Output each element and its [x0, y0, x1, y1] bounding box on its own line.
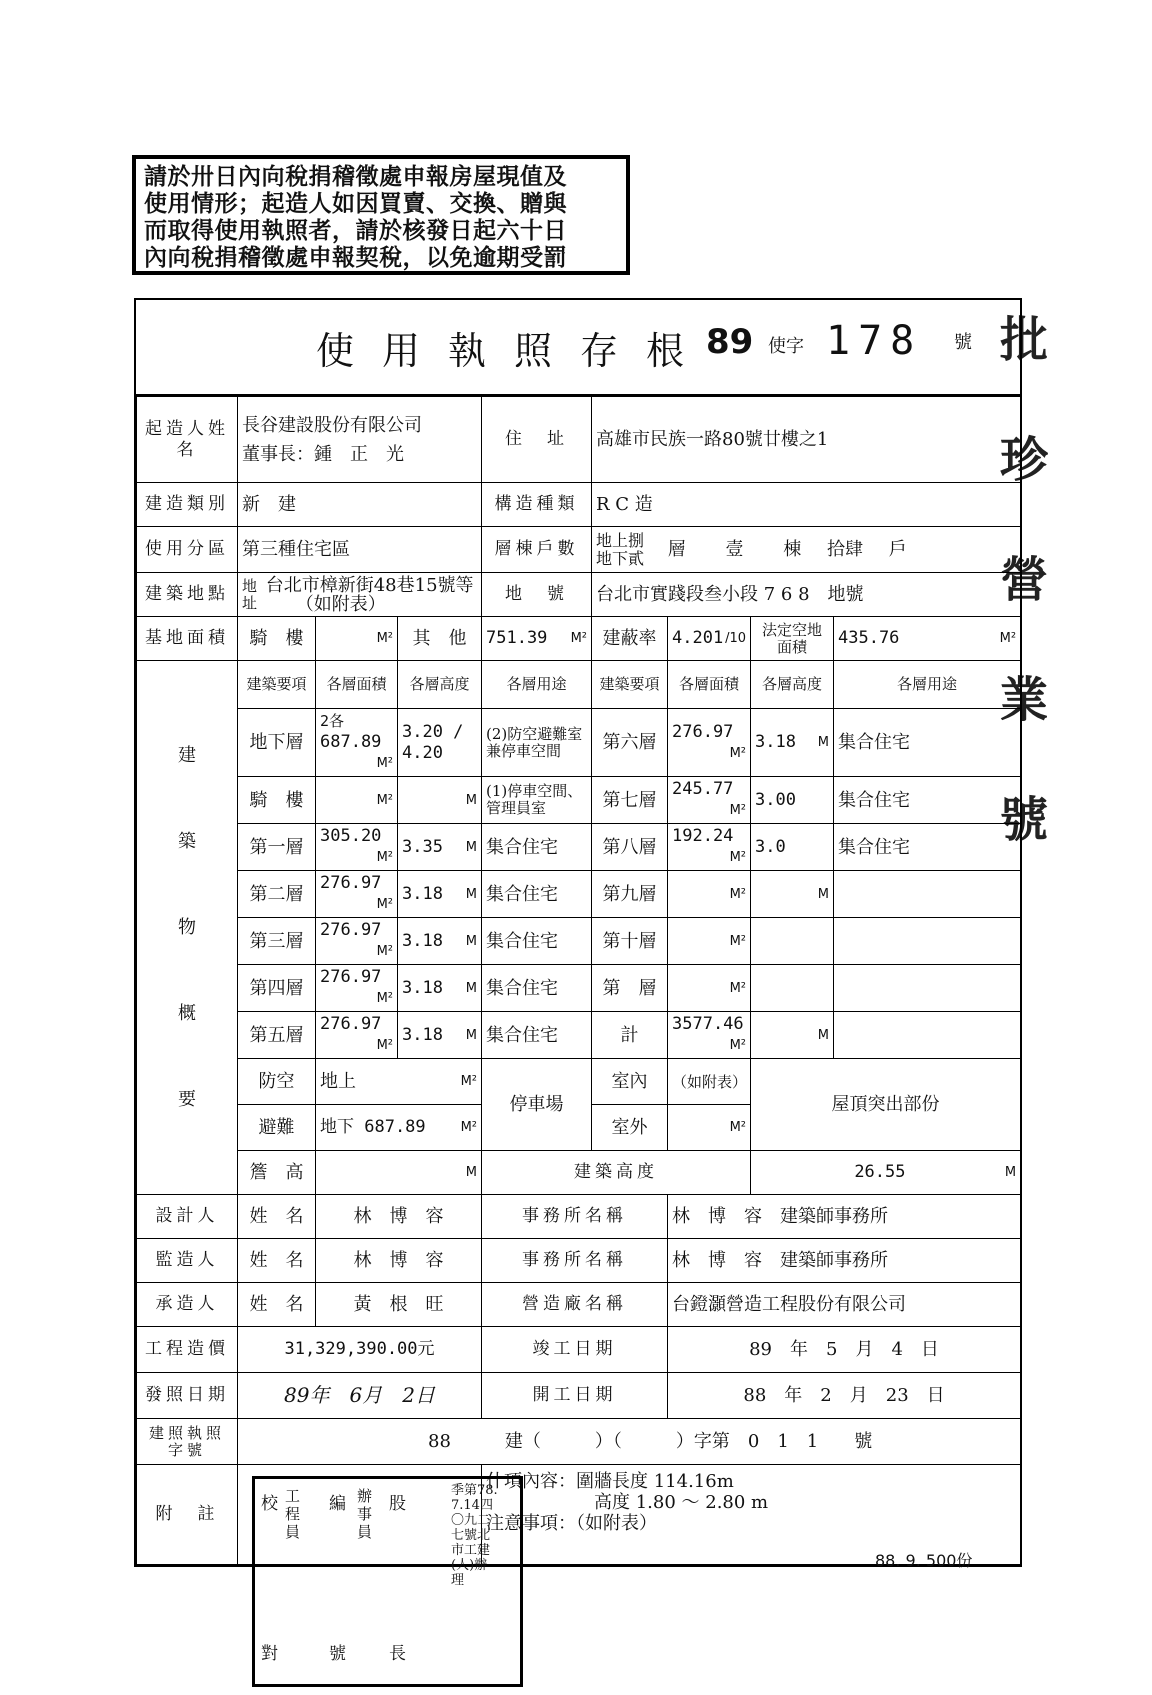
title-hao: 號	[954, 332, 972, 353]
floor-area	[316, 1012, 398, 1059]
indoor-value	[668, 1059, 751, 1105]
floors-dong-value: 壹	[725, 538, 744, 560]
floor-height: 3.0	[751, 824, 834, 871]
side-label-char: 建	[178, 744, 196, 766]
unit: M²	[376, 850, 393, 865]
stamp-char: 編	[329, 1494, 346, 1514]
form-title	[136, 300, 1020, 396]
floor-height	[398, 918, 482, 965]
arcade-area	[316, 617, 398, 661]
supervisor-name-label: 姓 名	[238, 1239, 316, 1283]
floor-height-value: 3.18	[402, 977, 443, 998]
build-type-value: 新 建	[238, 483, 482, 527]
applicant-person: 董事長：鍾 正 光	[242, 443, 404, 465]
floor-area-value: 276.97	[320, 967, 382, 987]
site-label: 建築地點	[137, 573, 238, 617]
side-char: 號	[1000, 792, 1049, 848]
building-height-value: 26.55	[854, 1162, 906, 1182]
other-area	[482, 617, 592, 661]
side-label-char: 築	[178, 830, 196, 852]
floor-item: 騎 樓	[238, 777, 316, 824]
unit: M²	[460, 1074, 477, 1089]
header-item: 建築要項	[592, 661, 668, 709]
notes-line: 什項內容：圍牆長度 114.16m	[486, 1471, 734, 1492]
floor-item: 第六層	[592, 709, 668, 777]
floor-use	[834, 871, 1021, 918]
unit: M²	[376, 792, 393, 808]
site-addr-label: 地址	[242, 576, 258, 612]
eave-value	[316, 1151, 482, 1195]
unit: M²	[729, 933, 746, 949]
floor-area	[316, 824, 398, 871]
floor-height	[398, 965, 482, 1012]
total-use	[834, 1012, 1021, 1059]
designer-name: 林 博 容	[316, 1195, 482, 1239]
floor-area-value: 245.77	[672, 779, 734, 799]
contractor-name-label: 姓 名	[238, 1283, 316, 1327]
supervisor-name: 林 博 容	[316, 1239, 482, 1283]
address-label: 住 址	[482, 397, 592, 483]
unit: M	[817, 735, 829, 750]
floor-area-value: 192.24	[672, 826, 734, 846]
floors-value	[592, 527, 1021, 573]
parking-label: 停車場	[482, 1059, 592, 1151]
side-label-char: 要	[178, 1088, 196, 1110]
contractor-name: 黃 根 旺	[316, 1283, 482, 1327]
coverage-den: /10	[725, 631, 746, 646]
table-row	[137, 918, 1021, 965]
notice-line: 內向稅捐稽徵處申報契稅，以免逾期受罰	[144, 244, 567, 271]
header-height: 各層高度	[751, 661, 834, 709]
open-space-cell	[834, 617, 1021, 661]
unit: M²	[729, 980, 746, 996]
floor-area	[668, 965, 751, 1012]
floor-height	[751, 965, 834, 1012]
floor-item: 第五層	[238, 1012, 316, 1059]
floor-use: (2)防空避難室兼停車空間	[482, 709, 592, 777]
shelter-row	[137, 1059, 1021, 1105]
floor-height	[751, 709, 834, 777]
floors-below: 地下貳	[596, 548, 645, 568]
floor-height-value: 3.35	[402, 836, 443, 857]
unit: M²	[729, 1120, 746, 1135]
side-char: 批	[1000, 312, 1049, 368]
tax-notice	[132, 155, 630, 275]
table-row	[137, 1012, 1021, 1059]
issue-date: 89年 6月 2日	[238, 1373, 482, 1419]
floor-use: 集合住宅	[834, 824, 1021, 871]
supervisor-office: 林 博 容 建築師事務所	[668, 1239, 1021, 1283]
header-item: 建築要項	[238, 661, 316, 709]
start-date: 88 年 2 月 23 日	[668, 1373, 1021, 1419]
table-row	[137, 871, 1021, 918]
coverage-label: 建蔽率	[592, 617, 668, 661]
notes-label: 附 註	[137, 1465, 238, 1565]
rooftop-label: 屋頂突出部份	[751, 1059, 1021, 1151]
indoor-label: 室內	[592, 1059, 668, 1105]
shelter-label-2: 避難	[238, 1105, 316, 1151]
floor-height	[398, 824, 482, 871]
outdoor-label: 室外	[592, 1105, 668, 1151]
unit: M²	[729, 745, 746, 761]
total-height	[751, 1012, 834, 1059]
contractor-office: 台鐙灝營造工程股份有限公司	[668, 1283, 1021, 1327]
designer-label: 設計人	[137, 1195, 238, 1239]
stamp-char: 對	[261, 1644, 278, 1664]
floor-height-value: 3.18	[402, 883, 443, 904]
floor-height	[398, 871, 482, 918]
unit: M	[465, 839, 477, 855]
cost-label: 工程造價	[137, 1327, 238, 1373]
floor-area	[316, 709, 398, 777]
unit: M²	[460, 1120, 477, 1135]
open-space-label: 法定空地面積	[751, 617, 834, 661]
unit: M²	[729, 850, 746, 865]
notes-line: 注意事項：（如附表）	[486, 1513, 657, 1534]
shelter-below	[316, 1105, 482, 1151]
floor-area-value: 276.97	[672, 721, 734, 742]
designer-office: 林 博 容 建築師事務所	[668, 1195, 1021, 1239]
designer-office-label: 事務所名稱	[482, 1195, 668, 1239]
lot-value: 台北市實踐段叁小段 7 6 8 地號	[592, 573, 1021, 617]
shelter-below-value: 地下 687.89	[320, 1117, 426, 1137]
floor-use: 集合住宅	[482, 824, 592, 871]
floor-use: 集合住宅	[482, 871, 592, 918]
unit: M	[465, 1027, 477, 1043]
start-label: 開工日期	[482, 1373, 668, 1419]
office-approval-stamp	[252, 1476, 523, 1687]
unit: M	[817, 886, 829, 902]
form-table	[136, 396, 1021, 1565]
floor-item: 第四層	[238, 965, 316, 1012]
site-address-note: （如附表）	[295, 593, 386, 615]
floor-item: 第一層	[238, 824, 316, 871]
total-area	[668, 1012, 751, 1059]
completion-label: 竣工日期	[482, 1327, 668, 1373]
stamp-char: 長	[389, 1644, 406, 1664]
floor-item: 第 層	[592, 965, 668, 1012]
unit: M²	[729, 803, 746, 818]
unit: M²	[376, 1038, 393, 1053]
title-number: 178	[826, 318, 923, 364]
floor-height	[751, 918, 834, 965]
header-height: 各層高度	[398, 661, 482, 709]
floor-area	[316, 777, 398, 824]
stamp-char: 股	[389, 1494, 406, 1514]
floor-use	[834, 918, 1021, 965]
floor-use: 集合住宅	[834, 709, 1021, 777]
applicant-company: 長谷建設股份有限公司	[242, 414, 422, 436]
floor-use: 集合住宅	[834, 777, 1021, 824]
zone-label: 使用分區	[137, 527, 238, 573]
stamp-char: 辦事員	[357, 1487, 373, 1541]
stamp-text: 季第78.7.14四〇九二七號北市工建(人)辦理	[451, 1483, 498, 1588]
floors-label: 層棟戶數	[482, 527, 592, 573]
side-char: 珍	[1000, 432, 1049, 488]
designer-name-label: 姓 名	[238, 1195, 316, 1239]
building-height	[751, 1151, 1021, 1195]
notice-line: 請於卅日內向稅捐稽徵處申報房屋現值及	[144, 163, 567, 190]
unit: M	[1004, 1165, 1017, 1180]
arcade-label: 騎 樓	[238, 617, 316, 661]
building-height-label: 建築高度	[482, 1151, 751, 1195]
floor-height-value: 3.18	[402, 1024, 443, 1045]
table-row	[137, 824, 1021, 871]
floor-height: 3.20 / 4.20	[398, 709, 482, 777]
other-label: 其 他	[398, 617, 482, 661]
title-year: 89	[706, 322, 754, 362]
unit: M²	[376, 991, 393, 1006]
shelter-above	[316, 1059, 482, 1105]
stamp-char: 號	[329, 1644, 346, 1664]
unit: M	[465, 1165, 477, 1180]
applicant-cell	[238, 397, 482, 483]
contractor-label: 承造人	[137, 1283, 238, 1327]
applicant-label: 起造人姓名	[137, 397, 238, 483]
eave-row	[137, 1151, 1021, 1195]
completion-date: 89 年 5 月 4 日	[668, 1327, 1021, 1373]
build-type-label: 建造類別	[137, 483, 238, 527]
floor-height-value: 3.18	[755, 732, 796, 752]
coverage-cell	[668, 617, 751, 661]
side-char: 營	[1000, 552, 1049, 608]
floor-item: 第十層	[592, 918, 668, 965]
unit: M²	[570, 631, 587, 646]
floor-use: 集合住宅	[482, 918, 592, 965]
unit: M	[465, 980, 477, 996]
header-use: 各層用途	[482, 661, 592, 709]
total-label: 計	[592, 1012, 668, 1059]
unit: M²	[376, 897, 393, 912]
site-address: 台北市樟新街48巷15號等	[265, 574, 474, 596]
shelter-above-label: 地上	[320, 1071, 356, 1092]
floor-area-value: 276.97	[320, 1014, 382, 1034]
floor-use: 集合住宅	[482, 965, 592, 1012]
permit-number: 88 建（ ）（ ）字第 0 1 1 號	[238, 1419, 1021, 1465]
floor-area-value: 305.20	[320, 826, 382, 846]
unit: M²	[729, 886, 746, 902]
open-space-value: 435.76	[838, 628, 900, 648]
issue-label: 發照日期	[137, 1373, 238, 1419]
print-count: 88. 9. 500份	[875, 1551, 973, 1570]
header-area: 各層面積	[316, 661, 398, 709]
title-main: 使用執照存根	[316, 329, 713, 373]
floor-use: (1)停車空間、管理員室	[482, 777, 592, 824]
floor-height: 3.00	[751, 777, 834, 824]
unit: M²	[729, 1038, 746, 1053]
floors-ceng: 層	[667, 538, 686, 560]
outdoor-value	[668, 1105, 751, 1151]
floors-above: 地上捌	[596, 530, 645, 550]
floor-item: 第七層	[592, 777, 668, 824]
table-row	[137, 777, 1021, 824]
supervisor-label: 監造人	[137, 1239, 238, 1283]
floor-area	[668, 918, 751, 965]
floor-item: 第三層	[238, 918, 316, 965]
floor-area	[668, 871, 751, 918]
stamp-char: 校	[261, 1494, 278, 1514]
floor-height	[398, 1012, 482, 1059]
floor-area	[316, 918, 398, 965]
unit: M²	[999, 631, 1017, 646]
notice-line: 使用情形；起造人如因買賣、交換、贈與	[144, 190, 567, 217]
side-label-char: 物	[178, 916, 196, 938]
unit: M	[465, 792, 477, 808]
indoor-value-text: （如附表）	[672, 1073, 748, 1091]
total-area-value: 3577.46	[672, 1014, 744, 1034]
site-address-cell	[238, 573, 482, 617]
floor-item: 第二層	[238, 871, 316, 918]
structure-label: 構造種類	[482, 483, 592, 527]
table-row	[137, 709, 1021, 777]
floor-prefix: 2各	[320, 712, 345, 730]
floors-dong: 棟	[783, 538, 802, 560]
floor-area	[316, 871, 398, 918]
floor-height-value: 3.18	[402, 930, 443, 951]
applicant-address: 高雄市民族一路80號廿樓之1	[592, 397, 1021, 483]
floor-area	[668, 824, 751, 871]
coverage-value: 4.201	[672, 628, 724, 648]
cost-value: 31,329,390.00元	[238, 1327, 482, 1373]
title-zi: 使字	[768, 336, 804, 357]
contractor-office-label: 營造廠名稱	[482, 1283, 668, 1327]
other-value: 751.39	[486, 628, 548, 648]
floor-item: 地下層	[238, 709, 316, 777]
floors-hu: 戶	[888, 538, 907, 560]
eave-label: 簷 高	[238, 1151, 316, 1195]
stamp-char: 工程員	[285, 1487, 301, 1541]
unit: M²	[376, 631, 393, 646]
notes-line: 高度 1.80 ～ 2.80 m	[594, 1492, 769, 1513]
side-char: 業	[1000, 672, 1049, 728]
unit: M	[817, 1027, 829, 1043]
floor-use: 集合住宅	[482, 1012, 592, 1059]
header-area: 各層面積	[668, 661, 751, 709]
base-area-label: 基地面積	[137, 617, 238, 661]
shelter-label: 防空	[238, 1059, 316, 1105]
floor-area-value: 276.97	[320, 920, 382, 940]
supervisor-office-label: 事務所名稱	[482, 1239, 668, 1283]
unit: M²	[376, 944, 393, 959]
header-use: 各層用途	[834, 661, 1021, 709]
floor-area	[668, 777, 751, 824]
unit: M	[465, 933, 477, 949]
unit: M	[465, 886, 477, 902]
floors-hu-value: 拾肆	[826, 538, 863, 560]
lot-label: 地 號	[482, 573, 592, 617]
floor-area-value: 276.97	[320, 873, 382, 893]
table-row	[137, 965, 1021, 1012]
structure-value: R C 造	[592, 483, 1021, 527]
floor-area	[316, 965, 398, 1012]
floor-use	[834, 965, 1021, 1012]
notice-line: 而取得使用執照者，請於核發日起六十日	[144, 217, 567, 244]
unit: M²	[376, 756, 393, 771]
building-side-label	[137, 661, 238, 1195]
floor-height	[751, 871, 834, 918]
floor-height	[398, 777, 482, 824]
permit-form	[134, 298, 1022, 1567]
floor-area	[668, 709, 751, 777]
floor-item: 第九層	[592, 871, 668, 918]
floor-area-value: 687.89	[320, 732, 382, 752]
floor-item: 第八層	[592, 824, 668, 871]
side-label-char: 概	[178, 1002, 196, 1024]
permit-label: 建照執照字號	[137, 1419, 238, 1465]
zone-value: 第三種住宅區	[238, 527, 482, 573]
